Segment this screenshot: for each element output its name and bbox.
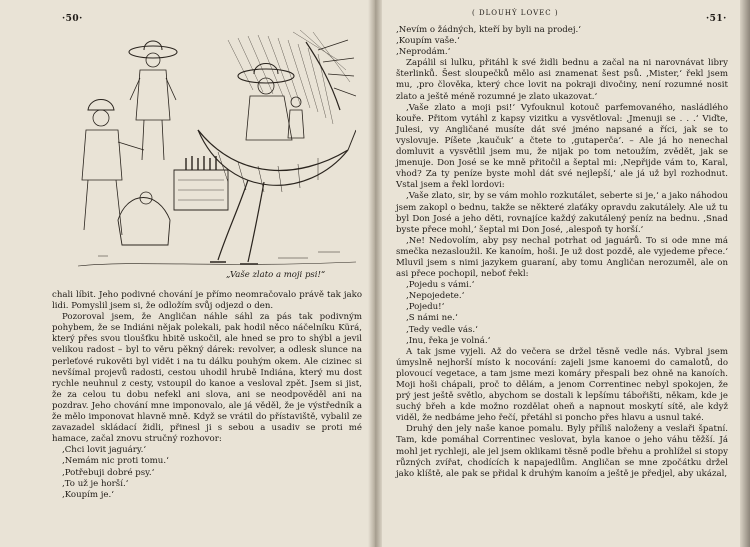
page-number-left: ·50· [62, 14, 83, 24]
paragraph: chali líbit. Jeho podivné chování je přímo neomračovalo právě tak jako lidi. Pomyslil jsem si, že odložím svůj odjezd o den. [52, 290, 362, 312]
dialog-line: ‚Potřebuji dobré psy.‘ [62, 467, 155, 478]
paragraph: Pozoroval jsem, že Angličan náhle sáhl za pás tak podivným pohybem, že se Indiáni nějak polekali, pak hodil něco náčelníku Kürá, který přes svou tloušťku hbitě uskočil, ale hned se pro to shýbl a jevil velikou radost – byl to věru pěkný dárek: revolver, a odlesk slunce na perleťové rukověti byl vidět i na tu dálku pouhým okem. Ale cizinec si nevšímal projevů radosti, cestou uhodil hrubě Indiána, který mu dost rychle neuhnul z cesty, vstoupil do kanoe a vesloval zpět. Jsem si jist, že za celou tu dobu nefekl ani slova, ani se neodpověděl ani na pozdrav. Jeho chování mne imponovalo, ale já věděl, že je výstředník a že mělo imponovat hlavně mně. Když se vrátil do přístaviště, vybalil ze zavazadel skládací židli, přinesl ji s sebou a usadiv se proti mé hamace, začal znovu stručný rozhovor: [52, 312, 362, 445]
paragraph: ‚Ne! Nedovolím, aby psy nechal potrhat od jaguárů. To si ode mne má smečka nezasloužil. Ke kanoím, hoši. Je už dost pozdě, ale vyjedeme přece.‘ Mluvil jsem s nimi jazykem guaraní, aby tomu Angličan nerozuměl, ale on asi přece pochopil, neboť řekl: [396, 235, 728, 280]
dialog-line: ‚Inu, řeka je volná.‘ [406, 335, 491, 346]
paragraph: Zapálil si lulku, přitáhl k své židli bednu a začal na ni narovnávat libry šterlinků. Šest sloupečků mělo asi znamenat šest psů. ‚Mister,‘ řekl jsem mu, ‚pro člověka, který chce lovit na pokraji divočiny, není rozumné nosit zlato a ještě méně rozumné je zlato ukazovat.‘ [396, 58, 728, 102]
left-page-text [52, 290, 362, 501]
illustration-caption: „Vaše zlato a moji psi!“ [226, 270, 326, 280]
dialog-line: ‚Koupím vaše.‘ [396, 36, 460, 47]
paragraph: Druhý den jely naše kanoe pomalu. Byly příliš naloženy a veslaři špatní. Tam, kde pomáhal Correntinec veslovat, byla kanoe o jeho váhu těžší. Já mohl jet rychleji, ale jel jsem oklikami těsně podle břehu a prohlížel si stopy různých zvířat, chodících k napajedlům. Angličan se mne zpočátku držel jako klíště, ale pak se přidal k druhým kanoím a ještě je předjel, aby ukázal, [396, 424, 728, 479]
left-page [0, 0, 368, 547]
dialog-line: ‚Pojedu!‘ [406, 302, 445, 313]
dialog-line: ‚Nevím o žádných, kteří by byli na prodej.‘ [396, 25, 581, 35]
dialog-line: ‚Koupím je.‘ [62, 489, 114, 500]
dialog-line: ‚To už je horší.‘ [62, 478, 129, 489]
hammock-scene-illustration [78, 30, 356, 270]
dialog-line: ‚Nemám nic proti tomu.‘ [62, 456, 169, 467]
dialog-line: ‚Chci lovit jaguáry.‘ [62, 445, 147, 456]
paragraph: ‚Vaše zlato, sir, by se vám mohlo rozkutálet, seberte si je,‘ a jako náhodou jsem zakopl o bednu, takže se některé zlaťáky opravdu zakutálely. Ale už tu byl Don José a jeho děti, rovnajíce každý zakutálený peníz na bednu. ‚Snad byste přece mohl,‘ šeptal mi Don José, ‚alespoň ty horší.‘ [396, 191, 728, 235]
dialog-line: ‚S námi ne.‘ [406, 313, 458, 324]
right-page-text [396, 25, 728, 480]
right-page [382, 0, 740, 547]
paragraph: A tak jsme vyjeli. Až do večera se držel těsně vedle nás. Vybral jsem úmyslně nejhorší místo k nocování: zajeli jsme kanoemi do camalotů, do plovoucí vegetace, a tam jsme mezi komáry přespali bez ohně na kanoích. Moji hoši chápali, proč to dělám, a jenom Correntinec nebyl spokojen, že prý jest ještě světlo, abychom se dostali k lepšímu tábořišti, někam, kde je suchý břeh a kde možno rozdělat oheň a napnout moskytí sítě, ale když viděl, že nedbáme jeho řečí, přetáhl si poncho přes hlavu a usnul také. [396, 346, 728, 424]
dialog-line: ‚Neprodám.‘ [396, 47, 451, 58]
book-gutter [368, 0, 382, 547]
page-edge [740, 0, 750, 547]
page-number-right: ·51· [706, 14, 727, 24]
dialog-line: ‚Nepojedete.‘ [406, 291, 465, 302]
paragraph: ‚Vaše zlato a moji psi!‘ Vyfouknul kotouč parfemovaného, nasládlého kouře. Přitom vytáhl z kapsy vizitku a vysvětloval: ‚Jmenuji se . . .‘ Viďte, Julesi, vy Angličané musíte dát své jméno napsané a říci, jak se to vyslovuje. Píšete ‚kaučuk‘ a čtete to ‚gutaperča‘. – Ale já ho nenechal domluvit a vysvětlil jsem mu, že nijak po tom netoužím, zvědět, jak se jmenuje. Don José se ke mně přitočil a šeptal mi: ‚Nepřijde vám to, Karal, vhod? Za ty peníze byste mohl dát své nejlepší,‘ ale já už byl rozhodnut. Vstal jsem a řekl lordovi: [396, 102, 728, 191]
running-head: ( DLOUHÝ LOVEC ) [472, 9, 559, 17]
dialog-line: ‚Pojedu s vámi.‘ [406, 280, 475, 291]
dialog-line: ‚Tedy vedle vás.‘ [406, 324, 478, 335]
